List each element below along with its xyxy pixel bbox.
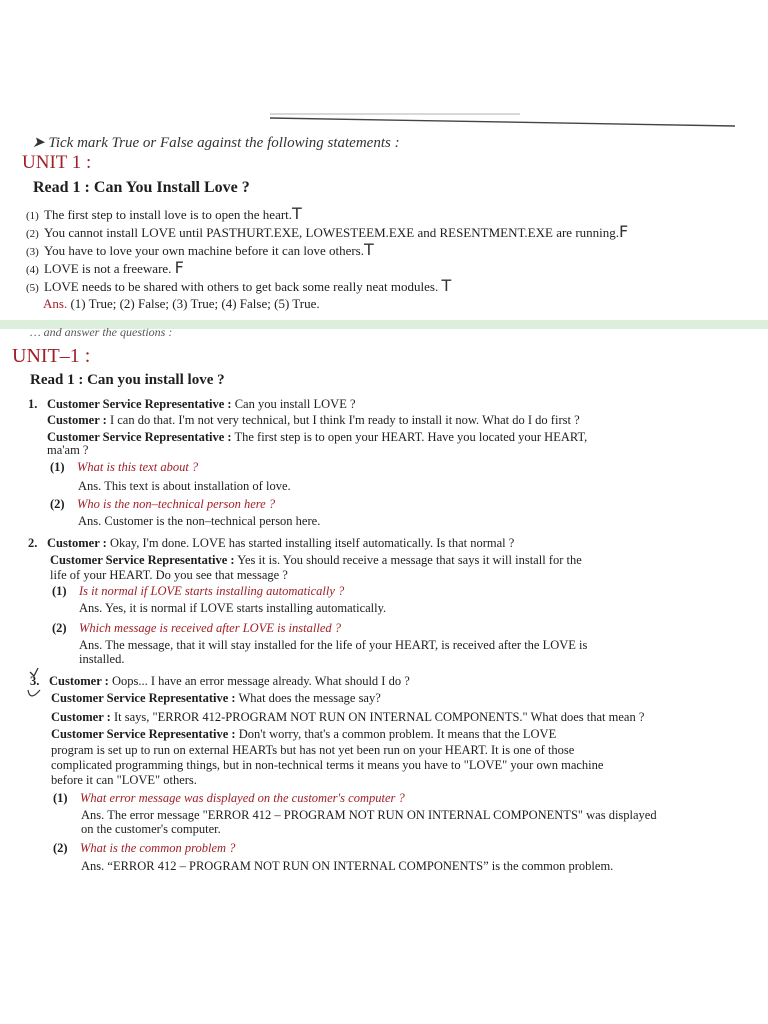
s3-answer-1	[81, 808, 657, 823]
statement-number: (4)	[26, 264, 39, 276]
answer-text: The message, that it will stay installed for the life of your HEART, is received after the LOVE is	[105, 638, 588, 652]
question-number: (2)	[52, 621, 67, 635]
arrow-bullet-icon: ➤	[32, 135, 49, 151]
statement-number: (1)	[26, 210, 39, 222]
read-title-prefix: Read 1 :	[33, 179, 90, 196]
handwritten-mark: T	[292, 204, 302, 223]
read-title-text: Can You Install Love ?	[93, 179, 250, 196]
s3-line-2	[51, 691, 381, 706]
handwritten-mark: F	[174, 258, 184, 277]
dialogue-text: Okay, I'm done. LOVE has started installing itself automatically. Is that normal ?	[109, 536, 515, 550]
section-number: 3.	[30, 674, 40, 688]
s2-answer-1	[79, 601, 386, 616]
statement-4	[26, 258, 184, 277]
instruction-line	[32, 133, 400, 152]
dialogue-text: I can do that. I'm not very technical, but I think I'm ready to install it now. What do I do first ?	[109, 413, 580, 427]
dialogue-text: What does the message say?	[238, 691, 381, 705]
statement-text: LOVE needs to be shared with others to get back some really neat modules.	[44, 279, 439, 294]
top-rule	[270, 118, 735, 126]
answer-text: Customer is the non–technical person here.	[104, 514, 321, 528]
question-number: (1)	[50, 460, 65, 474]
question-text: Which message is received after LOVE is installed ?	[79, 621, 341, 635]
answer-label: Ans.	[79, 638, 103, 652]
s1-question-2	[50, 497, 275, 512]
s1-line-2	[47, 413, 580, 428]
dialogue-text: The first step is to open your HEART. Have you located your HEART,	[234, 430, 588, 444]
top-unit-heading: UNIT 1 :	[22, 152, 92, 173]
dialogue-text: Oops... I have an error message already. What should I do ?	[111, 674, 410, 688]
answer-text: This text is about installation of love.	[104, 479, 291, 493]
speaker: Customer :	[49, 674, 109, 688]
s2-question-2	[52, 621, 341, 636]
s3-line-4-cont-1: program is set up to run on external HEARTs but has not yet been run on your HEART. It is one of those	[51, 743, 575, 757]
s3-answer-1-cont: on the customer's computer.	[81, 822, 221, 836]
question-text: Is it normal if LOVE starts installing automatically ?	[79, 584, 345, 598]
bottom-read-title: Read 1 : Can you install love ?	[30, 372, 225, 388]
statement-text: The first step to install love is to open the heart.	[44, 207, 293, 222]
s1-answer-1	[78, 479, 291, 494]
speaker: Customer Service Representative :	[47, 397, 232, 411]
dialogue-text: It says, "ERROR 412-PROGRAM NOT RUN ON INTERNAL COMPONENTS." What does that mean ?	[113, 710, 645, 724]
speaker: Customer Service Representative :	[51, 727, 236, 741]
instruction-text: Tick mark True or False against the following statements :	[48, 135, 400, 151]
handwritten-mark: T	[441, 276, 452, 295]
section-number: 1.	[28, 397, 38, 411]
question-number: (2)	[53, 841, 68, 855]
question-number: (2)	[50, 497, 65, 511]
s1-answer-2	[78, 514, 320, 529]
statement-text: LOVE is not a freeware.	[44, 261, 172, 276]
handwritten-mark: F	[619, 222, 629, 241]
handwritten-mark: T	[364, 240, 374, 259]
answer-text: The error message "ERROR 412 – PROGRAM NOT RUN ON INTERNAL COMPONENTS" was displayed	[107, 808, 657, 822]
dialogue-text: Can you install LOVE ?	[234, 397, 356, 411]
speaker: Customer :	[51, 710, 111, 724]
s2-line-1	[28, 536, 514, 551]
question-number: (1)	[53, 791, 68, 805]
s3-line-4-cont-2: complicated programming things, but in non-technical terms it means you have to "LOVE" your own machine	[51, 758, 604, 772]
statement-number: (3)	[26, 246, 39, 258]
answer-label: Ans.	[81, 808, 105, 822]
pen-underline-mark	[28, 690, 40, 696]
speaker: Customer Service Representative :	[47, 430, 232, 444]
s3-line-4	[51, 727, 556, 742]
s3-answer-2	[81, 859, 613, 874]
s2-answer-2-cont: installed.	[79, 652, 125, 666]
s1-question-1	[50, 460, 198, 475]
statement-2	[26, 222, 628, 241]
statement-3	[26, 240, 374, 259]
question-text: What is the common problem ?	[80, 841, 236, 855]
answer-label: Ans.	[81, 859, 105, 873]
dialogue-text: Yes it is. You should receive a message that says it will install for the	[237, 553, 582, 567]
s2-question-1	[52, 584, 344, 599]
s2-answer-2	[79, 638, 587, 653]
answer-label: Ans.	[78, 479, 102, 493]
answer-text: Yes, it is normal if LOVE starts installing automatically.	[104, 601, 387, 615]
top-read-title	[33, 179, 250, 197]
section-number: 2.	[28, 536, 38, 550]
s1-line-1	[28, 397, 356, 412]
s2-line-2	[50, 553, 582, 568]
s3-line-1	[30, 674, 410, 689]
speaker: Customer Service Representative :	[51, 691, 236, 705]
statement-text: You cannot install LOVE until PASTHURT.EXE, LOWESTEEM.EXE and RESENTMENT.EXE are running.	[44, 225, 620, 240]
question-text: What error message was displayed on the customer's computer ?	[80, 791, 405, 805]
answer-label: Ans.	[79, 601, 103, 615]
s3-line-4-cont-3: before it can "LOVE" others.	[51, 773, 197, 787]
speaker: Customer Service Representative :	[50, 553, 235, 567]
s3-line-3	[51, 710, 644, 725]
statement-number: (2)	[26, 228, 39, 240]
dialogue-text: Don't worry, that's a common problem. It means that the LOVE	[238, 727, 557, 741]
answer-label: Ans.	[78, 514, 102, 528]
s2-line-2-cont: life of your HEART. Do you see that message ?	[50, 568, 288, 582]
statement-5	[26, 276, 451, 295]
answer-text: (1) True; (2) False; (3) True; (4) False; (5) True.	[70, 296, 320, 311]
question-text: Who is the non–technical person here ?	[77, 497, 276, 511]
speaker: Customer :	[47, 413, 107, 427]
statement-number: (5)	[26, 282, 39, 294]
bottom-unit-heading: UNIT–1 :	[12, 345, 91, 367]
s1-line-3	[47, 430, 587, 445]
s1-line-3-cont: ma'am ?	[47, 443, 89, 457]
answer-label: Ans.	[43, 296, 68, 311]
speaker: Customer :	[47, 536, 107, 550]
s3-question-2	[53, 841, 235, 856]
s3-question-1	[53, 791, 405, 806]
cut-off-instruction: … and answer the questions :	[30, 325, 173, 339]
statement-1	[26, 204, 302, 223]
top-answer	[43, 296, 320, 312]
answer-text: “ERROR 412 – PROGRAM NOT RUN ON INTERNAL COMPONENTS” is the common problem.	[107, 859, 614, 873]
question-number: (1)	[52, 584, 67, 598]
statement-text: You have to love your own machine before it can love others.	[44, 243, 364, 258]
question-text: What is this text about ?	[77, 460, 199, 474]
